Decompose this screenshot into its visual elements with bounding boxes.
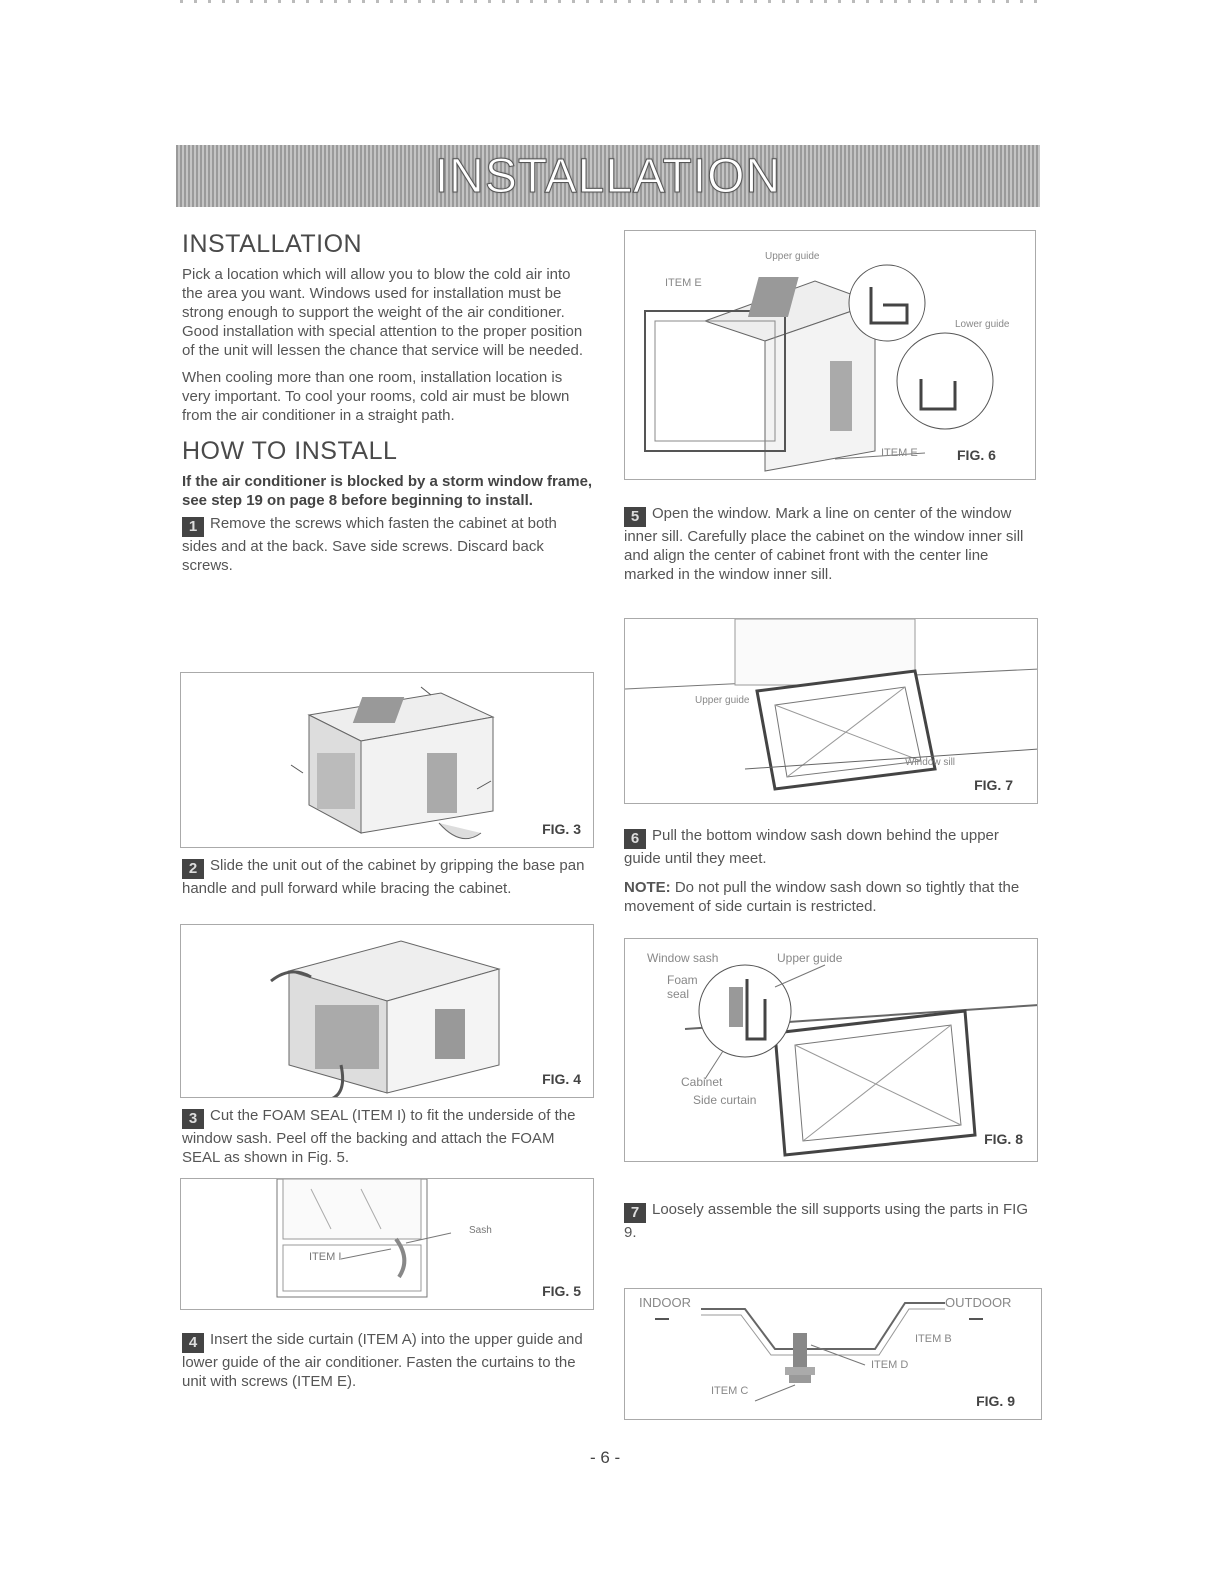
scan-noise [180, 0, 1040, 3]
step-7-number: 7 [624, 1203, 646, 1223]
fig8-window-sash: Window sash [647, 951, 719, 965]
fig3-label: FIG. 3 [542, 821, 581, 837]
figure-4 [180, 924, 594, 1098]
fig8-label: FIG. 8 [984, 1131, 1023, 1147]
fig5-item-label: ITEM I [309, 1251, 342, 1263]
fig6-lower-guide: Lower guide [955, 319, 1010, 330]
fig5-drawing [181, 1179, 594, 1310]
fig6-item-e-top: ITEM E [665, 277, 702, 289]
figure-3 [180, 672, 594, 848]
fig8-foam: Foam [667, 973, 698, 987]
step-5-text: Open the window. Mark a line on center of the window inner sill. Carefully place the cabinet on the window inner sill and align the center of cabinet front with the center line marked in the window inner sill. [624, 505, 1024, 583]
fig9-item-d: ITEM D [871, 1359, 909, 1371]
note-paragraph [624, 878, 1036, 916]
step-6-number: 6 [624, 829, 646, 849]
fig9-item-b: ITEM B [915, 1333, 952, 1345]
figure-7 [624, 618, 1038, 804]
step-3-number: 3 [182, 1109, 204, 1129]
note-label: NOTE: [624, 879, 671, 896]
step-4-text: Insert the side curtain (ITEM A) into the upper guide and lower guide of the air conditioner. Fasten the curtains to the unit with screws (ITEM E). [182, 1331, 583, 1390]
step-7 [624, 1200, 1036, 1242]
fig9-indoor: INDOOR [639, 1295, 691, 1310]
fig5-sash-label: Sash [469, 1225, 492, 1236]
step-2-number: 2 [182, 859, 204, 879]
storm-window-note: If the air conditioner is blocked by a storm window frame, see step 19 on page 8 before beginning to install. [182, 473, 593, 509]
fig6-drawing [625, 231, 1036, 480]
step-2 [182, 856, 594, 898]
step-4-number: 4 [182, 1333, 204, 1353]
fig7-label: FIG. 7 [974, 777, 1013, 793]
fig3-drawing [181, 673, 594, 848]
figure-8 [624, 938, 1038, 1162]
fig4-label: FIG. 4 [542, 1071, 581, 1087]
step-7-text: Loosely assemble the sill supports using the parts in FIG 9. [624, 1201, 1029, 1241]
fig8-side-curtain: Side curtain [693, 1093, 757, 1107]
fig5-label: FIG. 5 [542, 1283, 581, 1299]
fig9-label: FIG. 9 [976, 1393, 1015, 1409]
fig8-upper-guide: Upper guide [777, 951, 843, 965]
step-1 [182, 514, 594, 575]
step-1-text: Remove the screws which fasten the cabinet at both sides and at the back. Save side screws. Discard back screws. [182, 515, 557, 574]
fig8-cabinet: Cabinet [681, 1075, 723, 1089]
page-number: - 6 - [590, 1448, 621, 1467]
step-6 [624, 826, 1036, 916]
fig4-drawing [181, 925, 594, 1098]
heading-how-to-install: HOW TO INSTALL [182, 437, 398, 465]
step-4 [182, 1330, 594, 1391]
step-5-number: 5 [624, 507, 646, 527]
fig7-window-sill: Window sill [905, 757, 956, 768]
title-banner [176, 145, 1040, 207]
step-6-text: Pull the bottom window sash down behind the upper guide until they meet. [624, 827, 999, 867]
figure-6 [624, 230, 1036, 480]
step-3 [182, 1106, 594, 1167]
fig6-item-e-bottom: ITEM E [881, 447, 918, 459]
fig6-upper-guide: Upper guide [765, 251, 820, 262]
figure-5 [180, 1178, 594, 1310]
paragraph-multi-room: When cooling more than one room, installation location is very important. To cool your rooms, cold air must be blown from the air conditioner in a straight path. [182, 369, 570, 424]
fig7-upper-guide: Upper guide [695, 695, 750, 706]
figure-9 [624, 1288, 1042, 1420]
fig9-outdoor: OUTDOOR [945, 1295, 1012, 1310]
banner-title: INSTALLATION [434, 149, 782, 203]
paragraph-location: Pick a location which will allow you to blow the cold air into the area you want. Windows used for installation must be strong enough to support the weight of the air conditioner. Good installation with special attention to the proper position of the unit will lessen the chance that service will be needed. [182, 266, 584, 359]
step-3-text: Cut the FOAM SEAL (ITEM I) to fit the underside of the window sash. Peel off the backing and attach the FOAM SEAL as shown in Fig. 5. [182, 1107, 576, 1166]
note-text: Do not pull the window sash down so tightly that the movement of side curtain is restricted. [624, 879, 1020, 915]
step-1-number: 1 [182, 517, 204, 537]
step-5 [624, 504, 1036, 584]
fig9-item-c: ITEM C [711, 1385, 749, 1397]
fig6-label: FIG. 6 [957, 447, 996, 463]
step-2-text: Slide the unit out of the cabinet by gripping the base pan handle and pull forward while bracing the cabinet. [182, 857, 585, 897]
fig8-seal: seal [667, 987, 690, 1001]
left-column [182, 230, 594, 575]
heading-installation: INSTALLATION [182, 230, 363, 258]
